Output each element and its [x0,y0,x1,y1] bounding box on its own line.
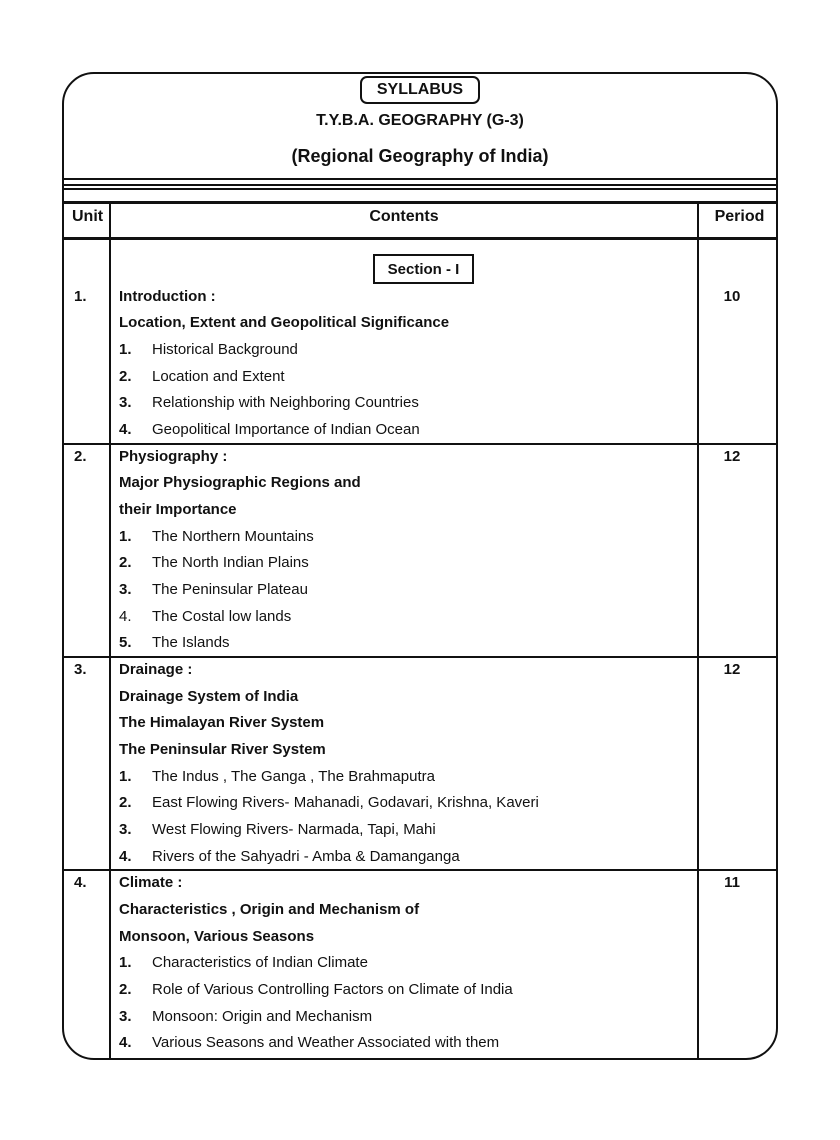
item-number: 3. [119,581,132,598]
list-item [119,394,419,411]
item-text: The Northern Mountains [152,528,314,545]
item-number: 3. [119,394,132,411]
unit-number: 4. [74,874,87,891]
item-number: 4. [119,848,132,865]
list-item [119,608,291,625]
header-rule [64,188,776,190]
unit-heading: Physiography : [119,448,228,465]
list-item [119,768,435,785]
unit-period: 12 [723,448,741,465]
item-text: Characteristics of Indian Climate [152,954,368,971]
list-item [119,421,420,438]
list-item [119,368,285,385]
list-item [119,634,230,651]
table-head-rule [64,237,776,240]
syllabus-label: SYLLABUS [360,76,480,104]
header-rule [64,178,776,180]
list-item [119,954,368,971]
list-item [119,794,539,811]
unit-period: 12 [723,661,741,678]
item-number: 1. [119,954,132,971]
item-text: Various Seasons and Weather Associated with them [152,1034,500,1051]
unit-heading: Characteristics , Origin and Mechanism of [119,901,420,918]
list-item [119,1008,372,1025]
list-item [119,821,436,838]
unit-heading: The Peninsular River System [119,741,326,758]
unit-heading: Monsoon, Various Seasons [119,928,315,945]
item-text: Location and Extent [152,368,285,385]
list-item [119,581,308,598]
list-item [119,848,460,865]
item-number: 3. [119,821,132,838]
column-divider [109,204,111,1060]
item-text: Geopolitical Importance of Indian Ocean [152,421,420,438]
unit-number: 1. [74,288,87,305]
item-number: 2. [119,368,132,385]
unit-heading: Location, Extent and Geopolitical Significance [119,314,450,331]
syllabus-frame [62,72,778,1060]
item-number: 2. [119,794,132,811]
header-rule [64,184,776,186]
item-number: 3. [119,1008,132,1025]
unit-heading: Drainage System of India [119,688,299,705]
item-text: East Flowing Rivers- Mahanadi, Godavari, Krishna, Kaveri [152,794,539,811]
unit-period: 10 [723,288,741,305]
item-text: Monsoon: Origin and Mechanism [152,1008,373,1025]
item-number: 4. [119,608,132,625]
item-text: Role of Various Controlling Factors on Climate of India [152,981,513,998]
list-item [119,981,513,998]
unit-heading: Drainage : [119,661,193,678]
course-title: T.Y.B.A. GEOGRAPHY (G-3) [316,112,524,129]
list-item [119,341,298,358]
column-header-contents: Contents [369,208,439,225]
column-header-unit: Unit [72,208,104,225]
row-divider [64,443,776,445]
item-text: Relationship with Neighboring Countries [152,394,419,411]
list-item [119,1034,499,1051]
item-number: 2. [119,981,132,998]
unit-heading: Major Physiographic Regions and [119,474,361,491]
item-text: Historical Background [152,341,298,358]
item-text: West Flowing Rivers- Narmada, Tapi, Mahi [152,821,436,838]
unit-number: 2. [74,448,87,465]
column-divider [697,204,699,1060]
item-number: 1. [119,528,132,545]
row-divider [64,656,776,658]
item-number: 2. [119,554,132,571]
unit-period: 11 [724,874,740,891]
item-text: The Costal low lands [152,608,292,625]
unit-number: 3. [74,661,87,678]
item-number: 4. [119,421,132,438]
item-text: Rivers of the Sahyadri - Amba & Damanganga [152,848,460,865]
column-header-period: Period [714,208,765,225]
table-top-rule [64,201,776,204]
course-subtitle: (Regional Geography of India) [291,146,549,166]
list-item [119,528,314,545]
row-divider [64,869,776,871]
item-number: 4. [119,1034,132,1051]
item-number: 1. [119,768,132,785]
item-text: The Peninsular Plateau [152,581,308,598]
item-text: The Islands [152,634,230,651]
unit-heading: Climate : [119,874,183,891]
list-item [119,554,309,571]
unit-heading: their Importance [119,501,237,518]
unit-heading: The Himalayan River System [119,714,325,731]
item-text: The Indus , The Ganga , The Brahmaputra [152,768,435,785]
item-number: 5. [119,634,132,651]
section-label: Section - I [373,254,474,284]
item-number: 1. [119,341,132,358]
unit-heading: Introduction : [119,288,216,305]
item-text: The North Indian Plains [152,554,309,571]
